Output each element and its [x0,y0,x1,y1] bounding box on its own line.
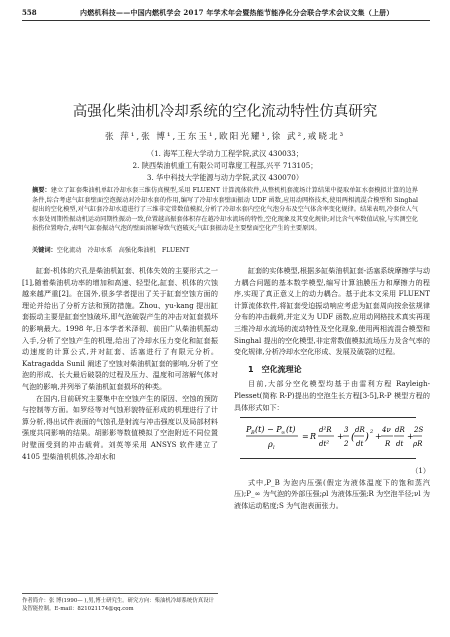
svg-text:): ) [365,432,369,444]
svg-text:2: 2 [344,440,349,449]
affiliation-3: 3. 华中科技大学能源与动力学院,武汉 430070） [146,172,304,182]
body-paragraph: 缸套的实体模型,根据多缸柴油机缸套-活塞系统摩擦学与动力耦合问题的基本数学模型,编写计算油膜压力和摩擦力的程序,实现了真正意义上的动力耦合。基于此本文采用 FLUENT 计算流体软件,将缸套受迫振动响应考虑为缸套周向按余弦规律分布的冲击载荷,并定义为 UDF 函数,应用动网格技术真实再现三维冷却水流场的流动特性及空化现象,使用两相流混合模型和 Singhal 提出的空化模型,非定常数值模拟流场压力及含气率的变化规律,分析冷却水空化形成、发展及破裂的过程。 [234,266,430,357]
page-number: 558 [22,8,37,17]
svg-text:P: P [246,425,252,435]
author-footnote: 作者简介：张 博(1990— ),男,博士研究生。研究方向：柴油机冷却系统仿真设计及智能控制。E-mail：821021174@qq.com [22,593,218,613]
body-paragraph: 缸套-机体的穴孔是柴油机缸套、机体失效的主要形式之一[1],随着柴油机功率的增加和高速、轻型化,缸套、机体的穴蚀越来越严重[2]。在国外,很多学者提出了关于缸套空蚀方面的理论并给出了分析方法和预防措施。Zhou、yu-kang 提出缸套振动主要是缸套空蚀破坏,即气泡破裂产生的冲击对缸套损坏的影响最大。1998 年,日本学者米泽彻、前田广从柴油机振动入手,分析了空蚀产生的机理,给出了冷却水压力变化和缸套振动速度的计算公式,并对缸套、活塞进行了有限元分析。Katragadda Sunil 阐述了空蚀对柴油机缸套的影响,分析了空泡的形成、长大最后破裂的过程及压力、温度和可溶解气体对气泡的影响,并列举了柴油机缸套损坏的种类。 [22,266,218,391]
svg-text:+: + [337,432,344,442]
svg-text:dR: dR [355,426,365,435]
running-title: 内燃机科技——中国内燃机学会 2017 年学术年会暨热能节能净化分会联合学术会议文集（上册） [80,8,394,17]
affiliation-2: 2. 陕西柴油机重工有限公司可靠度工程部,兴平 713105； [132,160,318,170]
svg-text:R: R [310,432,317,442]
body-paragraph: 目前,大部分空化模型均基于由雷利方程 Rayleigh-Plesset(简称 R-P)提出的空泡生长方程[3-5],R-P 模型方程的具体形式如下： [234,379,430,412]
rayleigh-plesset-equation [246,421,422,455]
left-column [22,265,218,462]
svg-text:3: 3 [344,426,349,435]
svg-text:4ν: 4ν [382,426,391,435]
keywords [32,245,418,254]
paper-title: 高强化柴油机冷却系统的空化流动特性仿真研究 [72,104,378,120]
svg-text:d²R: d²R [319,426,332,435]
svg-text:B: B [251,430,255,437]
svg-text:dt²: dt² [319,440,330,449]
body-paragraph: 式中,P_B 为泡内压强(假定为液体温度下的饱和蒸汽压);P_∞ 为气泡的外部压强;ρl 为液体压强;R 为空泡半径;νl 为液体运动粘度;S 为气泡表面张力。 [234,477,430,510]
abstract [32,186,418,234]
section-title: 1 空化流理论 [248,364,302,374]
affiliations [0,148,450,183]
svg-text:dt: dt [356,440,364,449]
abstract-text: 建立了缸套柴油机单缸冷却水套三维仿真模型,采用 FLUENT 计算流体软件,从整机机套流场计算结果中提取单缸水套模拟计算的边界条件,综合考虑气缸套壁面空泡振动对冷却水套的作用,编写了冷却水套壁面振动 UDF 函数,应用动网格技术,使用两相流混合模型和 Singhal 提出的空化模型,对气缸套冷却水道进行了三维非定常数值模拟,分析了冷却水套内空化气泡分布及空气体含率变化规律。结果表明,冷套位人气水套处周期性振动机运动同期性振动一致,位置越高振套体积存在越冷却水流场的特性,空化现象及其变化规律;对比含气率数值试验,与实测空化损伤位置吻合,表明气缸套振动气泡的壁面溶解导致气泡破灭;气缸套振动是主要壁面空化产生的主要原因。 [32,187,418,233]
svg-text:dt: dt [396,440,404,449]
svg-text:2S: 2S [414,426,424,435]
body-paragraph: 在国内,目前研究主要集中在空蚀产生的原因、空蚀的预防与控制等方面。如罗经等对气蚀形貌特征形成的机理进行了计算分析,得出试件表面的气蚀孔是射流与冲击强度以及局部材料强度共同影响的结果。胡影影等数值模拟了空泡附近不同位置时壁面受到的冲击载荷。刘英等采用 ANSYS 软件建立了 4105 型柴油机机体,冷却水和 [22,393,218,461]
equation-number: （1） [411,466,430,476]
svg-text:+: + [375,432,382,442]
abstract-label: 摘要： [32,187,51,194]
svg-text:2: 2 [370,429,374,436]
svg-text:+: + [407,432,414,442]
svg-text:∞: ∞ [281,430,286,437]
svg-text:ρR: ρR [413,440,423,449]
svg-text:(t): (t) [286,425,296,435]
right-column [234,265,430,512]
svg-text:(: ( [351,432,355,444]
svg-text:ρ: ρ [268,440,273,450]
svg-text:(t) − P: (t) − P [255,425,282,435]
svg-text:l: l [273,445,275,452]
author-list: 张 萍¹,张 博¹,王东玉¹,欧阳光耀¹,徐 武²,戒晓北³ [104,132,346,142]
svg-text:=: = [302,432,309,442]
affiliation-1: （1. 海军工程大学动力工程学院,武汉 430033； [146,149,304,158]
keywords-text: 空化流动 冷却水系 高强化柴油机 FLUENT [56,247,190,254]
running-header [22,6,430,21]
svg-text:R: R [385,440,391,449]
equation-block [234,417,430,461]
svg-text:dR: dR [395,426,405,435]
keywords-label: 关键词： [32,247,57,254]
